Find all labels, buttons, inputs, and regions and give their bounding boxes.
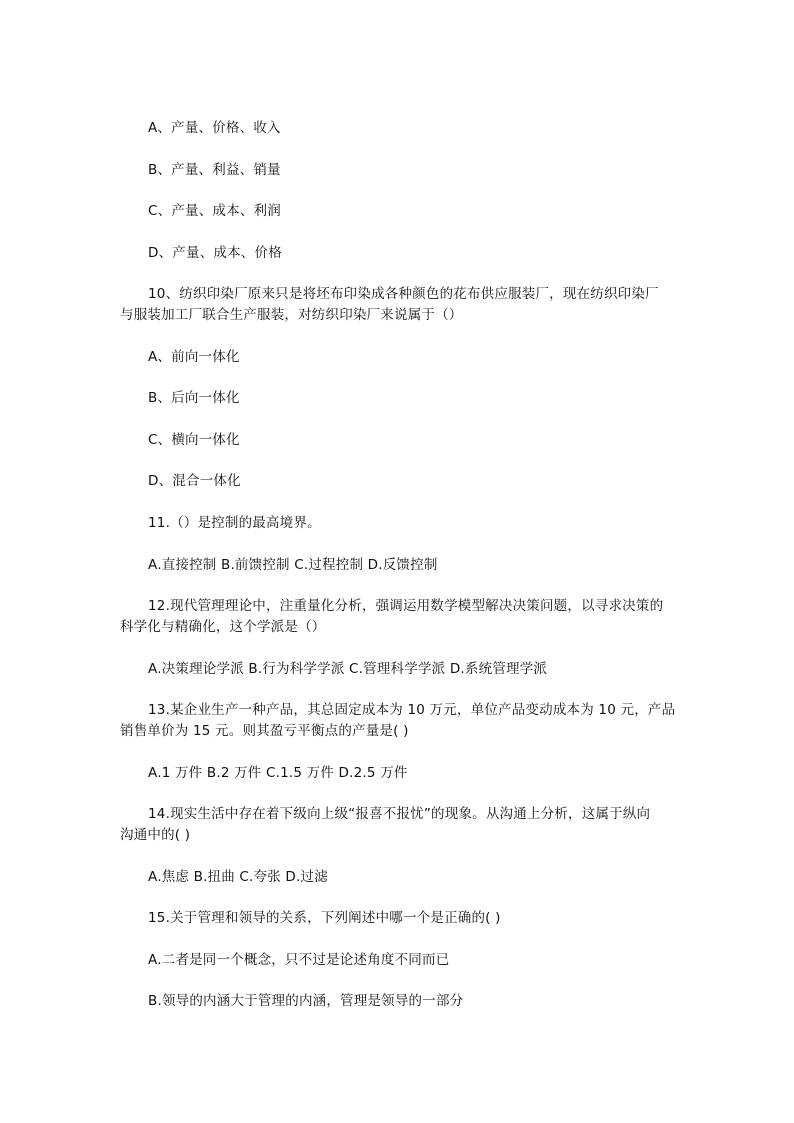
- q14-options: A.焦虑 B.扭曲 C.夸张 D.过滤: [148, 869, 328, 885]
- q13-stem: [120, 700, 680, 742]
- q9-option-b: B、产量、利益、销量: [148, 162, 281, 178]
- q10-option-a: A、前向一体化: [148, 349, 240, 365]
- q9-option-d: D、产量、成本、价格: [148, 245, 282, 261]
- q9-option-a: A、产量、价格、收入: [148, 120, 281, 136]
- q15-stem: 15.关于管理和领导的关系，下列阐述中哪一个是正确的( ): [148, 910, 501, 926]
- q9-option-c: C、产量、成本、利润: [148, 203, 281, 219]
- q11-options: A.直接控制 B.前馈控制 C.过程控制 D.反馈控制: [148, 557, 438, 573]
- q14-stem: [120, 804, 680, 846]
- q14-stem-line2: 沟通中的( ): [120, 827, 191, 843]
- q13-stem-line1: 13.某企业生产一种产品，其总固定成本为 10 万元，单位产品变动成本为 10 元，产品: [148, 702, 676, 718]
- q15-option-a: A.二者是同一个概念，只不过是论述角度不同而已: [148, 952, 450, 968]
- q10-stem-line2: 与服装加工厂联合生产服装，对纺织印染厂来说属于（）: [120, 307, 463, 323]
- q10-stem: [120, 284, 680, 326]
- q10-option-c: C、横向一体化: [148, 432, 240, 448]
- q10-option-b: B、后向一体化: [148, 390, 240, 406]
- q14-stem-line1: 14.现实生活中存在着下级向上级“报喜不报忧”的现象。从沟通上分析，这属于纵向: [148, 806, 651, 822]
- q12-stem: [120, 596, 680, 638]
- q13-options: A.1 万件 B.2 万件 C.1.5 万件 D.2.5 万件: [148, 765, 408, 781]
- q10-option-d: D、混合一体化: [148, 473, 241, 489]
- q13-stem-line2: 销售单价为 15 元。则其盈亏平衡点的产量是( ): [120, 723, 409, 739]
- q12-stem-line1: 12.现代管理理论中，注重量化分析，强调运用数学模型解决决策问题，以寻求决策的: [148, 598, 664, 614]
- q11-stem: 11.（）是控制的最高境界。: [148, 515, 321, 531]
- q12-stem-line2: 科学化与精确化，这个学派是（）: [120, 619, 326, 635]
- q10-stem-line1: 10、纺织印染厂原来只是将坯布印染成各种颜色的花布供应服装厂，现在纺织印染厂: [148, 286, 659, 302]
- q15-option-b: B.领导的内涵大于管理的内涵，管理是领导的一部分: [148, 993, 464, 1009]
- q12-options: A.决策理论学派 B.行为科学学派 C.管理科学学派 D.系统管理学派: [148, 661, 548, 677]
